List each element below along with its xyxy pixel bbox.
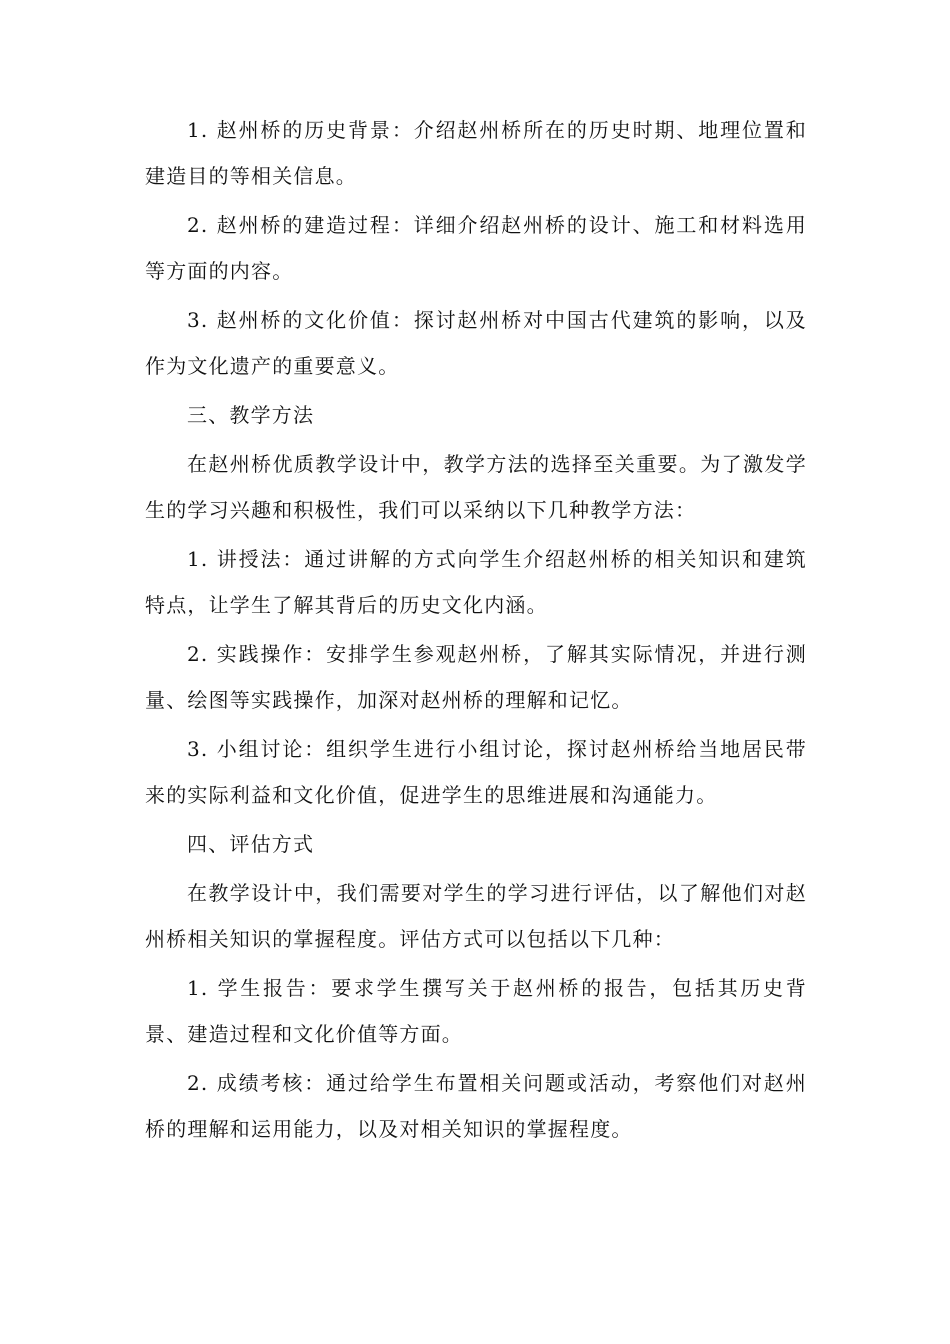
section-heading-assessment: 四、评估方式 bbox=[187, 832, 315, 856]
list-item-student-report: 1. 学生报告：要求学生撰写关于赵州桥的报告，包括其历史背景、建造过程和文化价值等方面。 bbox=[145, 976, 807, 1046]
list-item-cultural-value: 3. 赵州桥的文化价值：探讨赵州桥对中国古代建筑的影响，以及作为文化遗产的重要意义。 bbox=[145, 308, 807, 378]
paragraph-assessment-intro: 在教学设计中，我们需要对学生的学习进行评估，以了解他们对赵州桥相关知识的掌握程度。评估方式可以包括以下几种： bbox=[145, 881, 807, 951]
list-item-grade-assessment: 2. 成绩考核：通过给学生布置相关问题或活动，考察他们对赵州桥的理解和运用能力，以及对相关知识的掌握程度。 bbox=[145, 1071, 807, 1141]
document-page bbox=[145, 107, 807, 1155]
list-item-practical-operation: 2. 实践操作：安排学生参观赵州桥，了解其实际情况，并进行测量、绘图等实践操作，加深对赵州桥的理解和记忆。 bbox=[145, 642, 807, 712]
list-item-history-background: 1. 赵州桥的历史背景：介绍赵州桥所在的历史时期、地理位置和建造目的等相关信息。 bbox=[145, 118, 807, 188]
list-item-group-discussion: 3. 小组讨论：组织学生进行小组讨论，探讨赵州桥给当地居民带来的实际利益和文化价值，促进学生的思维进展和沟通能力。 bbox=[145, 737, 807, 807]
list-item-construction-process: 2. 赵州桥的建造过程：详细介绍赵州桥的设计、施工和材料选用等方面的内容。 bbox=[145, 213, 807, 283]
section-heading-teaching-methods: 三、教学方法 bbox=[187, 403, 315, 427]
paragraph-teaching-methods-intro: 在赵州桥优质教学设计中，教学方法的选择至关重要。为了激发学生的学习兴趣和积极性，我们可以采纳以下几种教学方法： bbox=[145, 452, 807, 522]
list-item-lecture-method: 1. 讲授法：通过讲解的方式向学生介绍赵州桥的相关知识和建筑特点，让学生了解其背后的历史文化内涵。 bbox=[145, 547, 807, 617]
